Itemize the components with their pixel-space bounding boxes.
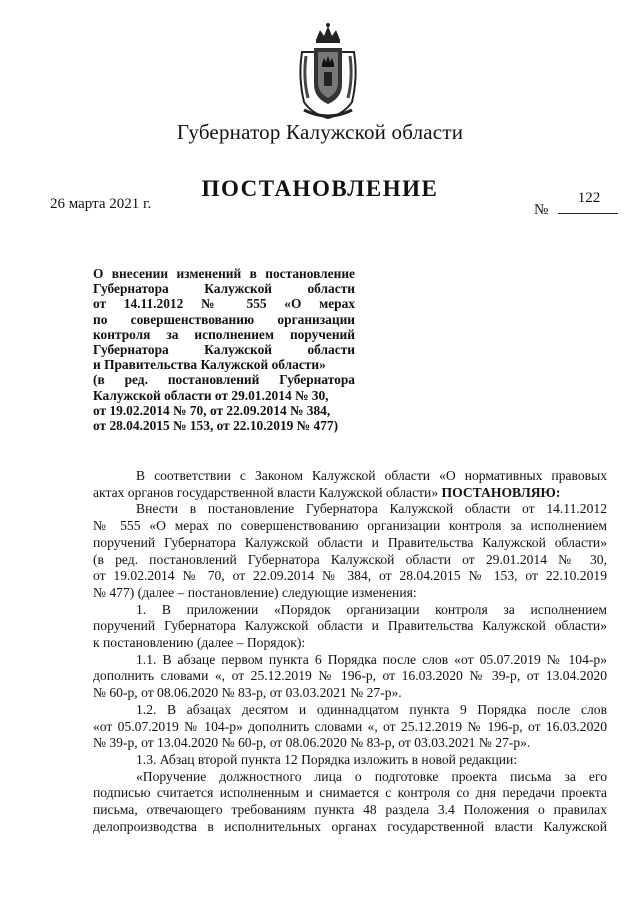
- body-line: к постановлению (далее – Порядок):: [93, 635, 306, 651]
- document-date: 26 марта 2021 г.: [50, 196, 152, 212]
- body-line: № 477) (далее – постановление) следующие изменения:: [93, 584, 417, 600]
- body-line: поручений Губернатора Калужской области и Правительства Калужской области»: [93, 534, 607, 550]
- body-line: № 555 «О мерах по совершенствованию организации контроля за исполнением: [93, 518, 607, 534]
- body-line: письма, отвечающего требованиям пункта 48 раздела 3.4 Положения о правилах: [93, 802, 607, 818]
- document-title: [93, 266, 355, 433]
- title-line: Губернатора Калужской области: [93, 281, 355, 297]
- number-label: №: [534, 202, 549, 218]
- title-line: (в ред. постановлений Губернатора: [93, 372, 355, 388]
- preamble-text: актах органов государственной власти Калужской области»: [93, 484, 439, 500]
- document-body: [93, 468, 607, 835]
- body-line: [93, 485, 607, 502]
- title-line: от 14.11.2012 № 555 «О мерах: [93, 296, 355, 312]
- title-line: от 28.04.2015 № 153, от 22.10.2019 № 477): [93, 418, 339, 434]
- document-type-heading: ПОСТАНОВЛЕНИЕ: [201, 176, 439, 201]
- title-line: Губернатора Калужской области: [93, 342, 355, 358]
- title-line: по совершенствованию организации: [93, 311, 355, 327]
- document-number: 122: [577, 190, 601, 206]
- body-line: «от 05.07.2019 № 104-р» дополнить словами «, от 25.12.2019 № 196-р, от 16.03.2020: [93, 718, 607, 734]
- issuing-authority: Губернатор Калужской области: [176, 120, 464, 144]
- title-line: О внесении изменений в постановление: [93, 266, 355, 281]
- body-line: 1.3. Абзац второй пункта 12 Порядка изложить в новой редакции:: [136, 751, 518, 767]
- title-line: Калужской области от 29.01.2014 № 30,: [93, 387, 329, 403]
- number-underline: [558, 213, 618, 214]
- body-line: «Поручение должностного лица о подготовке проекта письма за его: [136, 768, 607, 784]
- body-line: 1.1. В абзаце первом пункта 6 Порядка после слов «от 05.07.2019 № 104-р»: [136, 651, 607, 667]
- body-line: (в ред. постановлений Губернатора Калужской области от 29.01.2014 № 30,: [93, 551, 607, 567]
- title-line: от 19.02.2014 № 70, от 22.09.2014 № 384,: [93, 402, 331, 418]
- body-line: № 39-р, от 13.04.2020 № 60-р, от 08.06.2020 № 83-р, от 03.03.2021 № 27-р».: [93, 735, 531, 751]
- body-line: дополнить словами «, от 25.12.2019 № 196-р, от 16.03.2020 № 39-р, от 13.04.2020: [93, 668, 607, 684]
- coat-of-arms-emblem: [294, 22, 362, 122]
- body-line: В соответствии с Законом Калужской области «О нормативных правовых: [136, 468, 607, 483]
- body-line: от 19.02.2014 № 70, от 22.09.2014 № 384, от 28.04.2015 № 153, от 22.10.2019: [93, 568, 607, 584]
- body-line: 1. В приложении «Порядок организации контроля за исполнением: [136, 601, 607, 617]
- body-line: № 60-р, от 08.06.2020 № 83-р, от 03.03.2021 № 27-р».: [93, 685, 402, 701]
- body-line: поручений Губернатора Калужской области и Правительства Калужской области»: [93, 618, 607, 634]
- decree-word: ПОСТАНОВЛЯЮ:: [441, 484, 561, 500]
- title-line: и Правительства Калужской области»: [93, 357, 326, 373]
- title-line: контроля за исполнением поручений: [93, 326, 355, 342]
- body-line: делопроизводства в исполнительных органах государственной власти Калужской: [93, 818, 607, 834]
- body-line: подписью считается исполненным и снимается с контроля со дня передачи проекта: [93, 785, 607, 801]
- body-line: 1.2. В абзацах десятом и одиннадцатом пункта 9 Порядка после слов: [136, 701, 607, 717]
- body-line: Внести в постановление Губернатора Калужской области от 14.11.2012: [136, 501, 607, 517]
